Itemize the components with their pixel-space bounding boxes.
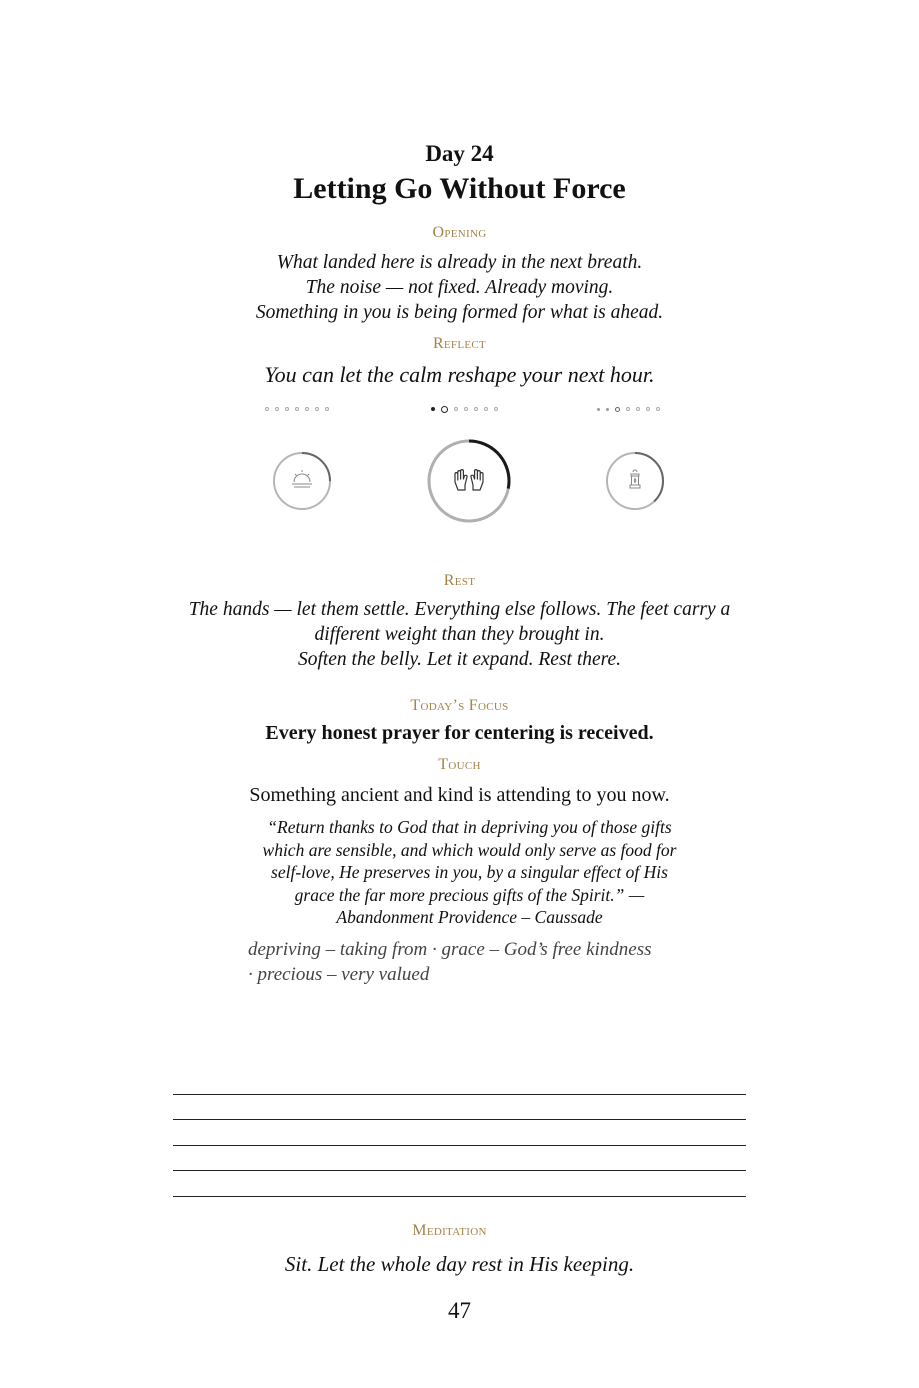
progress-dot — [315, 407, 319, 411]
progress-dot — [305, 407, 309, 411]
progress-dot — [265, 407, 269, 411]
progress-ring-lantern — [605, 451, 665, 511]
progress-dot — [636, 407, 640, 411]
progress-dot — [656, 407, 660, 411]
journal-line[interactable] — [173, 1094, 746, 1095]
rest-line: Soften the belly. Let it expand. Rest there. — [297, 649, 622, 670]
progress-dot — [646, 407, 650, 411]
progress-dots-left — [265, 404, 329, 414]
page-number: 47 — [448, 1298, 471, 1323]
reflect-label: Reflect — [432, 335, 487, 352]
opening-line: Something in you is being formed for what is ahead. — [255, 302, 664, 323]
progress-dots-right — [597, 404, 660, 414]
opening-line: What landed here is already in the next breath. — [276, 252, 643, 273]
page-title: Letting Go Without Force — [293, 172, 626, 205]
progress-dot — [285, 407, 289, 411]
progress-dot — [464, 407, 468, 411]
word-glossary — [248, 937, 688, 987]
progress-dot — [325, 407, 329, 411]
day-number: Day 24 — [425, 141, 494, 166]
progress-dots-center — [431, 404, 498, 414]
journal-line[interactable] — [173, 1170, 746, 1171]
progress-dot-current — [615, 407, 620, 412]
quote-attribution: Abandonment Providence – Caussade — [336, 907, 603, 927]
rest-line: different weight than they brought in. — [314, 624, 605, 645]
journal-line[interactable] — [173, 1119, 746, 1120]
meditation-text: Sit. Let the whole day rest in His keeping. — [284, 1252, 635, 1276]
quote-line: self-love, He preserves in you, by a singular effect of His — [271, 862, 668, 882]
progress-ring-sunrise — [272, 451, 332, 511]
quote-line: grace the far more precious gifts of the Spirit.” — — [294, 884, 645, 905]
progress-dot-current — [441, 406, 448, 413]
gloss-line: · precious – very valued — [248, 964, 430, 985]
focus-text: Every honest prayer for centering is received. — [265, 722, 654, 744]
progress-dot — [431, 407, 435, 411]
touch-label: Touch — [438, 756, 481, 773]
progress-dot — [626, 407, 630, 411]
opening-line: The noise — not fixed. Already moving. — [305, 277, 614, 298]
sunrise-icon — [292, 470, 312, 487]
progress-dot — [295, 407, 299, 411]
progress-dot — [597, 408, 600, 411]
quote-line: which are sensible, and which would only serve as food for — [262, 839, 677, 860]
focus-label: Today’s Focus — [410, 697, 509, 714]
touch-text: Something ancient and kind is attending to you now. — [249, 784, 670, 806]
lantern-icon — [630, 470, 640, 488]
reflect-text: You can let the calm reshape your next hour. — [264, 362, 655, 387]
progress-dot — [484, 407, 488, 411]
quote — [240, 816, 699, 929]
open-hands-icon — [455, 470, 483, 490]
progress-ring-hands — [426, 438, 512, 524]
progress-dot — [606, 408, 609, 411]
progress-dot — [275, 407, 279, 411]
opening-label: Opening — [432, 224, 487, 241]
meditation-label: Meditation — [412, 1222, 487, 1239]
rest-line: The hands — let them settle. Everything else follows. The feet carry a — [188, 599, 731, 620]
progress-dot — [474, 407, 478, 411]
rest-label: Rest — [443, 572, 476, 589]
progress-dot — [494, 407, 498, 411]
quote-line: “Return thanks to God that in depriving you of those gifts — [267, 817, 672, 837]
rest-text — [150, 597, 769, 672]
journal-line[interactable] — [173, 1145, 746, 1146]
progress-dot — [454, 407, 458, 411]
gloss-line: depriving – taking from · grace – God’s free kindness — [248, 939, 652, 960]
opening-text — [0, 250, 919, 325]
journal-line[interactable] — [173, 1196, 746, 1197]
